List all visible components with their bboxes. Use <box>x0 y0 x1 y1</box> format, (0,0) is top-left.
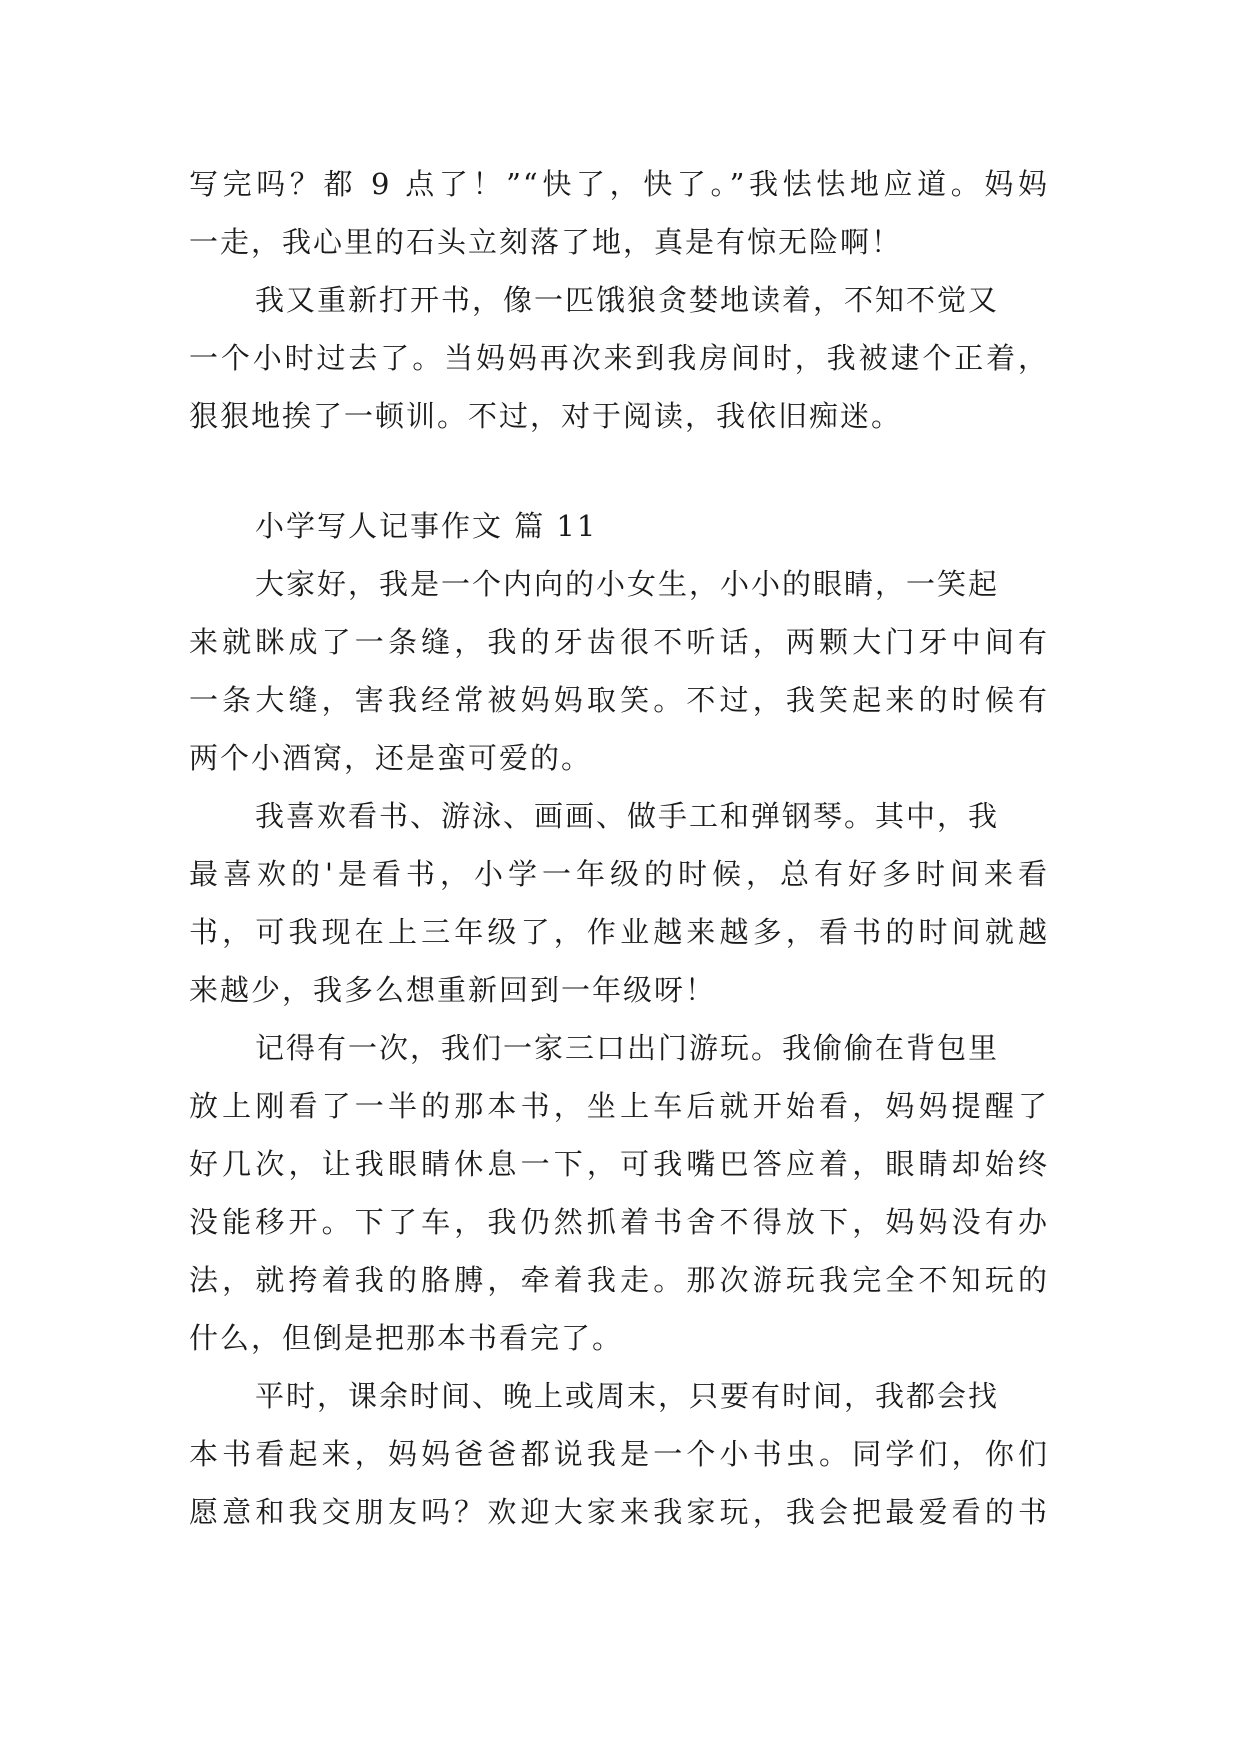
text-line: 最喜欢的'是看书，小学一年级的时候，总有好多时间来看 <box>189 857 1049 891</box>
text-line: 一走，我心里的石头立刻落了地，真是有惊无险啊！ <box>189 225 903 259</box>
text-line: 没能移开。下了车，我仍然抓着书舍不得放下，妈妈没有办 <box>189 1205 1049 1239</box>
text-line: 好几次，让我眼睛休息一下，可我嘴巴答应着，眼睛却始终 <box>189 1147 1049 1181</box>
text-line: 一个小时过去了。当妈妈再次来到我房间时，我被逮个正着， <box>189 341 1049 375</box>
text-line: 我喜欢看书、游泳、画画、做手工和弹钢琴。其中，我 <box>255 799 1000 833</box>
text-line: 放上刚看了一半的那本书，坐上车后就开始看，妈妈提醒了 <box>189 1089 1049 1123</box>
text-line: 来就眯成了一条缝，我的牙齿很不听话，两颗大门牙中间有 <box>189 625 1049 659</box>
text-line: 愿意和我交朋友吗？欢迎大家来我家玩，我会把最爱看的书 <box>189 1495 1049 1529</box>
text-line: 一条大缝，害我经常被妈妈取笑。不过，我笑起来的时候有 <box>189 683 1049 717</box>
text-line: 什么，但倒是把那本书看完了。 <box>189 1321 624 1355</box>
text-line: 两个小酒窝，还是蛮可爱的。 <box>189 741 593 775</box>
text-line: 写完吗？都 9 点了！”“快了，快了。”我怯怯地应道。妈妈 <box>189 167 1049 201</box>
text-line: 来越少，我多么想重新回到一年级呀！ <box>189 973 717 1007</box>
text-line: 我又重新打开书，像一匹饿狼贪婪地读着，不知不觉又 <box>255 283 1000 317</box>
text-line: 大家好，我是一个内向的小女生，小小的眼睛，一笑起 <box>255 567 1000 601</box>
text-line: 法，就挎着我的胳膊，牵着我走。那次游玩我完全不知玩的 <box>189 1263 1049 1297</box>
text-line: 平时，课余时间、晚上或周末，只要有时间，我都会找 <box>255 1379 1000 1413</box>
text-line: 狠狠地挨了一顿训。不过，对于阅读，我依旧痴迷。 <box>189 399 903 433</box>
text-line: 本书看起来，妈妈爸爸都说我是一个小书虫。同学们，你们 <box>189 1437 1049 1471</box>
text-line: 书，可我现在上三年级了，作业越来越多，看书的时间就越 <box>189 915 1049 949</box>
text-line: 记得有一次，我们一家三口出门游玩。我偷偷在背包里 <box>255 1031 1000 1065</box>
section-heading: 小学写人记事作文 篇 11 <box>255 509 598 543</box>
